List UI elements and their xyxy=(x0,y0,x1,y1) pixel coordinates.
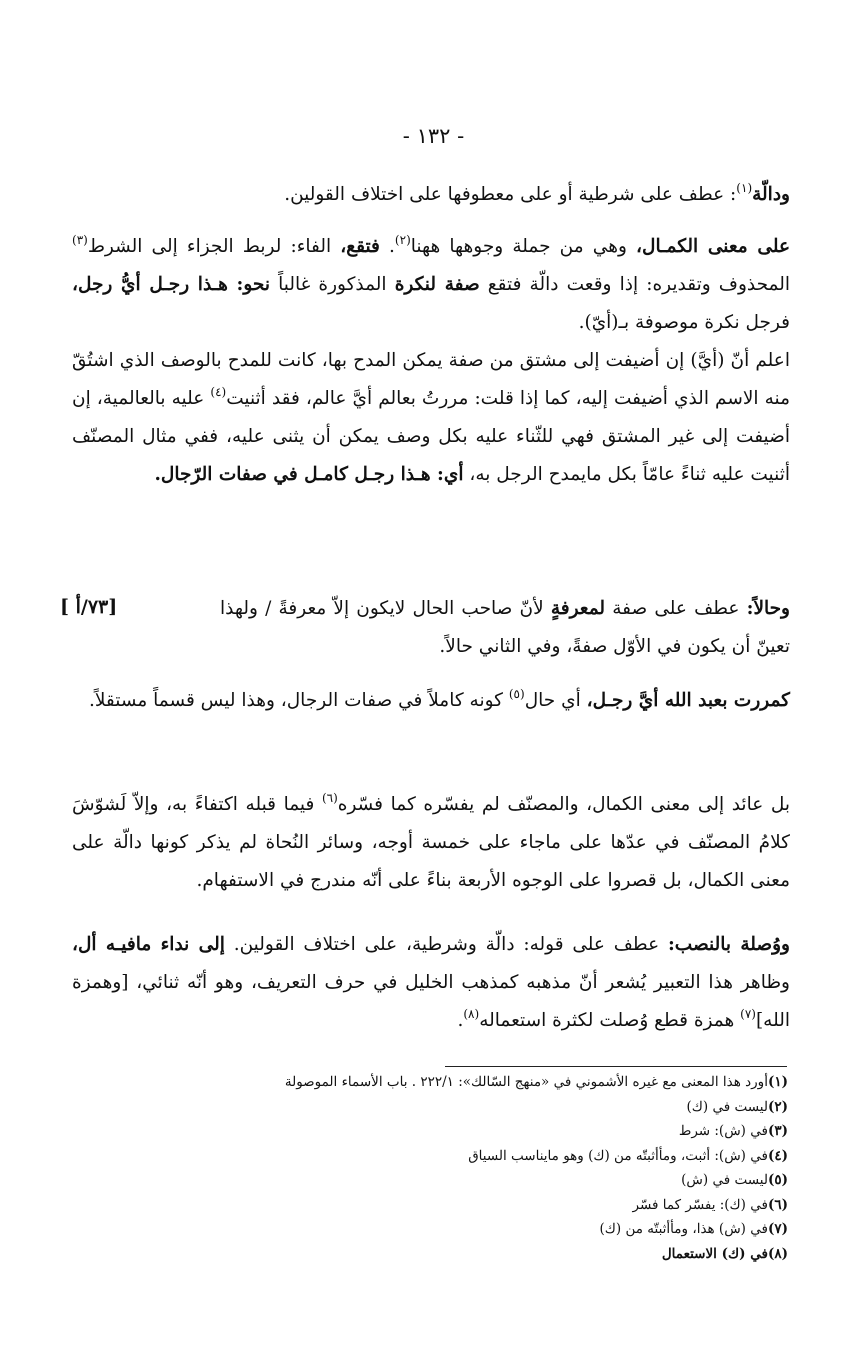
bold-term: صفة لنكرة xyxy=(394,274,480,295)
footnote-number: (٧) xyxy=(767,1221,788,1237)
paragraph-text: . xyxy=(379,236,395,257)
paragraph-text: وهي من جملة وجوهها ههنا xyxy=(410,236,637,257)
paragraph-1 xyxy=(72,176,790,214)
paragraph-text: المحذوف وتقديره: إذا وقعت دالّة فتقع xyxy=(479,274,791,295)
bold-term: على معنى الكمـال، xyxy=(636,236,790,257)
footnote-ref: (٨) xyxy=(463,1007,480,1021)
footnote-5 xyxy=(72,1168,788,1193)
footnote-ref: (٦) xyxy=(321,791,338,805)
bold-example: نحو: هـذا رجـل أيُّ رجل، xyxy=(72,274,270,295)
footnote-number: (٨) xyxy=(767,1245,788,1262)
paragraph-text: بل عائد إلى معنى الكمال، والمصنّف لم يفسّره كما فسّره xyxy=(337,794,790,815)
paragraph-text: همزة قطع وُصلت لكثرة استعماله xyxy=(479,1010,741,1031)
paragraph-text: أي حال xyxy=(524,690,587,711)
bold-term: ودالّة xyxy=(752,184,790,205)
bold-term: وحالاً: xyxy=(746,598,790,619)
footnote-number: (٣) xyxy=(767,1123,788,1139)
footnote-2 xyxy=(72,1095,788,1120)
footnote-8 xyxy=(72,1242,788,1267)
footnote-6 xyxy=(72,1193,788,1218)
footnote-text: في (ك): يفسّر كما فسّر xyxy=(632,1196,768,1213)
paragraph-text: عطف على صفة xyxy=(605,598,747,619)
paragraph-text: فيما قبله اكتفاءً به، وإلاّ لَشوّشَ كلامُ المصنّف في عدّها على ماجاء على خمسة أوجه، وسائر النُحاة لم يذكر كونها دالّة على معنى الكمال، بل قصروا على الوجوه الأربعة بناءً على أنّه مندرج في الاستفهام. xyxy=(72,794,790,891)
footnote-text: في (ش) هذا، ومأأثبتّه من (ك) xyxy=(599,1221,768,1237)
paragraph-6 xyxy=(72,786,790,900)
paragraph-2 xyxy=(72,228,790,342)
bold-term: فتقع، xyxy=(340,236,380,257)
paragraph-text: كونه كاملاً في صفات الرجال، وهذا ليس قسماً مستقلاً. xyxy=(88,690,509,711)
footnote-text: ليست في (ش) xyxy=(681,1172,768,1188)
footnote-ref: (٢) xyxy=(394,233,411,247)
paragraph-text: . xyxy=(457,1010,464,1031)
paragraph-text: عطف على قوله: دالّة وشرطية، على اختلاف القولين. xyxy=(224,934,668,955)
footnote-separator xyxy=(445,1066,787,1067)
footnote-text: في (ك) الاستعمال xyxy=(661,1245,768,1262)
footnote-number: (١) xyxy=(767,1074,788,1090)
footnote-ref: (١) xyxy=(736,181,753,195)
footnote-ref: (٥) xyxy=(508,687,525,701)
footnote-number: (٢) xyxy=(767,1098,788,1115)
paragraph-3 xyxy=(72,342,790,494)
bold-term: لمعرفةٍ xyxy=(550,598,606,619)
paragraph-7 xyxy=(72,926,790,1040)
footnote-text: أورد هذا المعنى مع غيره الأشموني في «منهج السّالك»: ٢٢٢/١ . باب الأسماء الموصولة xyxy=(284,1074,768,1090)
footnote-text: في (ش): أثبت، ومأأثبتّه من (ك) وهو مايناسب السياق xyxy=(468,1147,768,1164)
manuscript-folio-marker: [ ٧٣/أ] xyxy=(60,596,118,618)
paragraph-text: المذكورة غالباً xyxy=(269,274,395,295)
footnote-text: في (ش): شرط xyxy=(678,1123,768,1139)
footnote-1 xyxy=(72,1070,788,1095)
paragraph-5 xyxy=(72,682,790,720)
footnote-ref: (٤) xyxy=(210,385,227,399)
bold-term: كمررت بعبد الله أيَّ رجـل، xyxy=(586,690,790,711)
footnote-ref: (٧) xyxy=(740,1007,756,1021)
footnote-number: (٥) xyxy=(767,1172,788,1188)
paragraph-text: فرجل نكرة موصوفة بـ(أيّ). xyxy=(578,312,790,333)
footnote-ref: (٣) xyxy=(72,233,88,247)
paragraph-text: وظاهر هذا التعبير يُشعر أنّ مذهبه كمذهب الخليل في حرف التعريف، وهو أنّه ثنائي، [وهمزة الله] xyxy=(72,972,790,1031)
paragraph-text: اعلم أنّ (أيَّ) إن أضيفت إلى مشتق من صفة يمكن المدح بها، كانت للمدح بالوصف الذي اشتُقّ منه الاسم الذي أضيفت إليه، كما إذا قلت: مررتُ بعالم أيَّ عالم، فقد أثنيت xyxy=(72,350,790,409)
footnote-number: (٦) xyxy=(767,1196,788,1213)
paragraph-text: الفاء: لربط الجزاء إلى الشرط xyxy=(87,236,341,257)
bold-term: ووُصلة بالنصب: xyxy=(667,934,790,955)
footnote-3 xyxy=(72,1119,788,1144)
footnote-4 xyxy=(72,1144,788,1169)
paragraph-text: : عطف على شرطية أو على معطوفها على اختلاف القولين. xyxy=(284,184,737,205)
bold-term: إلى نداء مافيـه أل، xyxy=(72,934,225,955)
page-number: - ١٣٢ - xyxy=(402,124,465,148)
bold-term: أي: هـذا رجـل كامـل في صفات الرّجال. xyxy=(154,464,464,485)
footnote-7 xyxy=(72,1217,788,1242)
footnotes xyxy=(72,1070,788,1266)
paragraph-text: عليه بالعالمية، إن أضيفت إلى غير المشتق فهي للثّناء عليه بكل وصف يمكن أن يثنى عليه، ففي مثال المصنّف أثنيت عليه ثناءً عامّاً بكل مايمدح الرجل به، xyxy=(72,388,790,485)
paragraph-4 xyxy=(220,590,790,666)
footnote-text: ليست في (ك) xyxy=(686,1098,768,1115)
footnote-number: (٤) xyxy=(767,1147,788,1164)
paragraph-text: لأنّ صاحب الحال لايكون إلاّ معرفةً / ولهذا تعينّ أن يكون في الأوّل صفةً، وفي الثاني حالاً. xyxy=(220,598,790,657)
